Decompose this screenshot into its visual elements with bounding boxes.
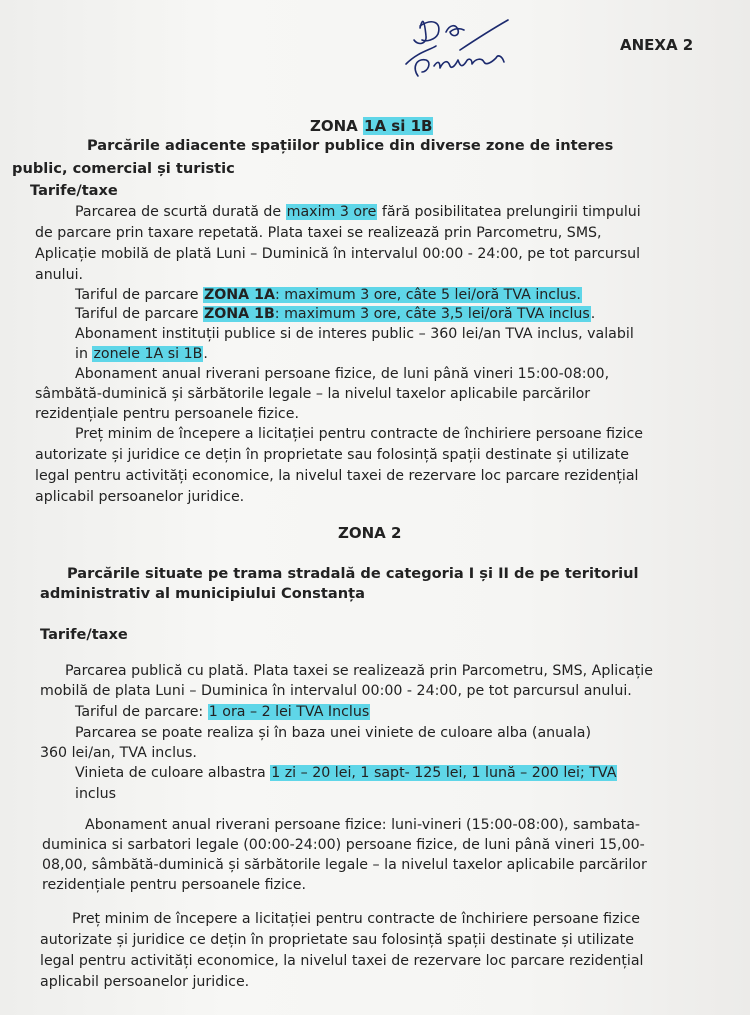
zone1-riverani-line2: sâmbătă-duminică și sărbătorile legale – la nivelul taxelor aplicabile parcărilor bbox=[35, 386, 591, 402]
zone2-title: ZONA 2 bbox=[338, 524, 402, 542]
zone2-subtitle-line1: Parcările situate pe trama stradală de categoria I și II de pe teritoriul bbox=[67, 565, 639, 582]
zone1-riverani-line3: rezidențiale pentru persoanele fizice. bbox=[35, 406, 299, 422]
zone1a-tariff: Tariful de parcare ZONA 1A: maximum 3 ore, câte 5 lei/oră TVA inclus. bbox=[75, 287, 581, 303]
zone1-tarife-heading: Tarife/taxe bbox=[30, 182, 118, 199]
zone2-riverani-line3: 08,00, sâmbătă-duminică și sărbătorile legale – la nivelul taxelor aplicabile parcărilor bbox=[42, 857, 647, 873]
zone1b-tariff: Tariful de parcare ZONA 1B: maximum 3 ore, câte 3,5 lei/oră TVA inclus. bbox=[75, 306, 596, 322]
zone2-albastra-line2: inclus bbox=[75, 786, 117, 802]
zone2-subtitle-line2: administrativ al municipiului Constanța bbox=[40, 585, 365, 602]
zone2-vinieta-line1: Parcarea se poate realiza și în baza unei viniete de culoare alba (anuala) bbox=[75, 725, 592, 741]
zone1-subtitle-line1: Parcările adiacente spațiilor publice din diverse zone de interes bbox=[87, 137, 614, 154]
zone1-p1-line1: Parcarea de scurtă durată de maxim 3 ore fără posibilitatea prelungirii timpului bbox=[75, 204, 641, 220]
zone2-albastra-line1: Vinieta de culoare albastra 1 zi – 20 lei, 1 sapt- 125 lei, 1 lună – 200 lei; TVA bbox=[75, 765, 617, 781]
zone1-pret-line4: aplicabil persoanelor juridice. bbox=[35, 489, 245, 505]
zone1-p1-line3: Aplicație mobilă de plată Luni – Duminică în intervalul 00:00 - 24:00, pe tot parcursul bbox=[35, 246, 641, 262]
zone1-subtitle-line2: public, comercial și turistic bbox=[12, 160, 235, 177]
zone1-pret-line2: autorizate și juridice ce dețin în proprietate sau folosință spații destinate și utilizate bbox=[35, 447, 629, 463]
zone1-p1-line4: anului. bbox=[35, 267, 84, 283]
zone1-pret-line1: Preț minim de începere a licitației pentru contracte de închiriere persoane fizice bbox=[75, 426, 644, 442]
annex-label: ANEXA 2 bbox=[620, 36, 694, 54]
zone1-abonament-line2: in zonele 1A si 1B. bbox=[75, 346, 208, 362]
zone2-pret-line3: legal pentru activități economice, la nivelul taxei de rezervare loc parcare rezidențial bbox=[40, 953, 644, 969]
zone2-tarife-heading: Tarife/taxe bbox=[40, 626, 128, 643]
zone2-tariff: Tariful de parcare: 1 ora – 2 lei TVA Inclus bbox=[75, 704, 370, 720]
zone1-riverani-line1: Abonament anual riverani persoane fizice, de luni până vineri 15:00-08:00, bbox=[75, 366, 610, 382]
zone2-p1-line1: Parcarea publică cu plată. Plata taxei se realizează prin Parcometru, SMS, Aplicație bbox=[65, 663, 653, 679]
zone1-title: ZONA 1A si 1B bbox=[310, 117, 433, 135]
zone2-p1-line2: mobilă de plata Luni – Duminica în intervalul 00:00 - 24:00, pe tot parcursul anului. bbox=[40, 683, 632, 699]
zone2-riverani-line4: rezidențiale pentru persoanele fizice. bbox=[42, 877, 306, 893]
zone2-pret-line4: aplicabil persoanelor juridice. bbox=[40, 974, 250, 990]
zone2-riverani-line1: Abonament anual riverani persoane fizice: luni-vineri (15:00-08:00), sambata- bbox=[85, 817, 641, 833]
zone2-pret-line1: Preț minim de începere a licitației pentru contracte de închiriere persoane fizice bbox=[72, 911, 641, 927]
zone2-pret-line2: autorizate și juridice ce dețin în proprietate sau folosință spații destinate și utilizate bbox=[40, 932, 634, 948]
zone2-riverani-line2: duminica si sarbatori legale (00:00-24:00) persoane fizice, de luni până vineri 15,00- bbox=[42, 837, 645, 853]
zone2-vinieta-line2: 360 lei/an, TVA inclus. bbox=[40, 745, 197, 761]
zone1-pret-line3: legal pentru activități economice, la nivelul taxei de rezervare loc parcare rezidențial bbox=[35, 468, 639, 484]
zone1-p1-line2: de parcare prin taxare repetată. Plata taxei se realizează prin Parcometru, SMS, bbox=[35, 225, 602, 241]
zone1-abonament-line1: Abonament instituții publice si de interes public – 360 lei/an TVA inclus, valabil bbox=[75, 326, 634, 342]
handwritten-signature bbox=[398, 6, 513, 84]
